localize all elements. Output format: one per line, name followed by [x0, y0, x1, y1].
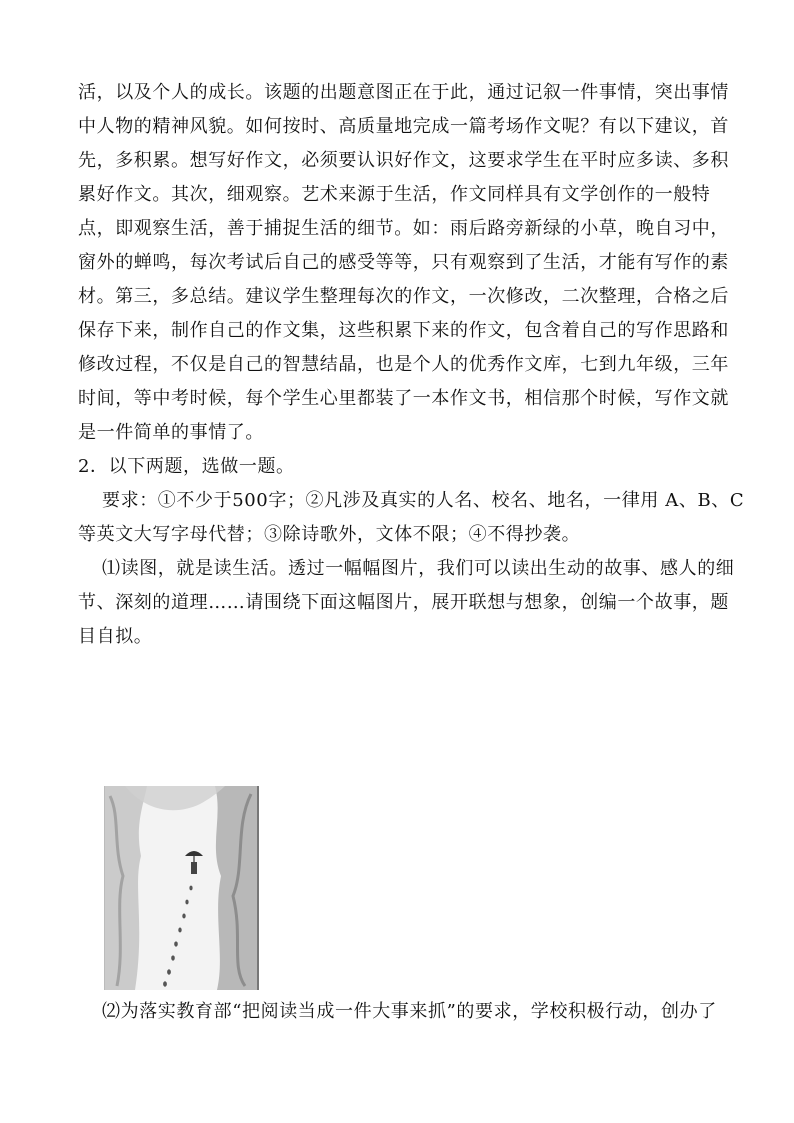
option-1-line: 目自拟。	[78, 626, 153, 647]
option-2-line: ⑵为落实教育部“把阅读当成一件大事来抓”的要求，学校积极行动，创办了	[102, 1001, 717, 1022]
body-text-line: 累好作文。其次，细观察。艺术来源于生活，作文同样具有文学创作的一般特	[78, 184, 711, 205]
body-text-line: 中人物的精神风貌。如何按时、高质量地完成一篇考场作文呢？有以下建议，首	[78, 116, 729, 137]
body-text-line: 活，以及个人的成长。该题的出题意图正在于此，通过记叙一件事情，突出事情	[78, 82, 729, 103]
requirements-line: 等英文大写字母代替；③除诗歌外，文体不限；④不得抄袭。	[78, 524, 581, 545]
option-1-line: ⑴读图，就是读生活。透过一幅幅图片，我们可以读出生动的故事、感人的细	[102, 558, 735, 579]
body-text-line: 保存下来，制作自己的作文集，这些积累下来的作文，包含着自己的写作思路和	[78, 320, 729, 341]
body-text-line: 点，即观察生活，善于捕捉生活的细节。如：雨后路旁新绿的小草，晚自习中，	[78, 218, 729, 239]
body-text-line: 先，多积累。想写好作文，必须要认识好作文，这要求学生在平时应多读、多积	[78, 150, 729, 171]
question-heading: 2．以下两题，选做一题。	[78, 456, 295, 477]
body-text-line: 窗外的蝉鸣，每次考试后自己的感受等等，只有观察到了生活，才能有写作的素	[78, 252, 729, 273]
body-text-line: 是一件简单的事情了。	[78, 422, 264, 443]
snowy-path-photo	[104, 786, 259, 990]
option-1-line: 节、深刻的道理……请围绕下面这幅图片，展开联想与想象，创编一个故事，题	[78, 592, 729, 613]
body-text-line: 时间，等中考时候，每个学生心里都装了一本作文书，相信那个时候，写作文就	[78, 388, 729, 409]
requirements-line: 要求：①不少于500字；②凡涉及真实的人名、校名、地名，一律用 A、B、C	[102, 490, 745, 511]
snowy-path-umbrella-figure-icon	[105, 786, 257, 990]
body-text-line: 材。第三，多总结。建议学生整理每次的作文，一次修改，二次整理，合格之后	[78, 286, 729, 307]
body-text-line: 修改过程，不仅是自己的智慧结晶，也是个人的优秀作文库，七到九年级，三年	[78, 354, 729, 375]
